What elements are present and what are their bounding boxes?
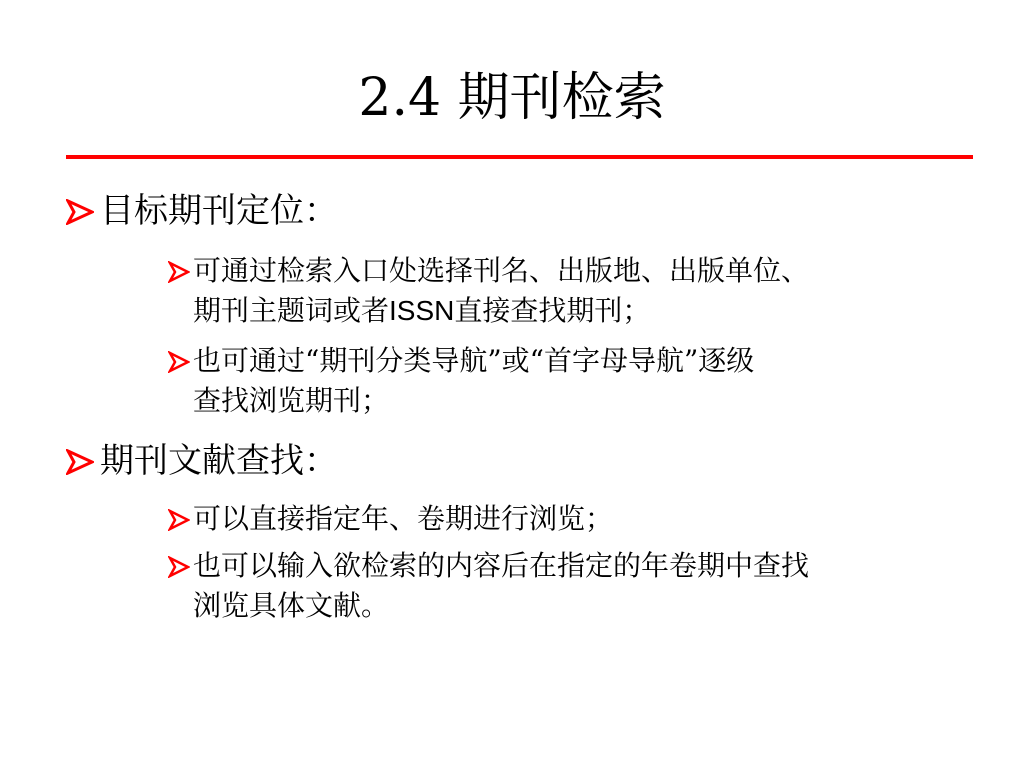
arrow-right-bullet-icon (168, 261, 190, 283)
arrow-right-bullet-icon (66, 199, 94, 225)
section-heading-label: 期刊文献查找： (100, 441, 338, 481)
arrow-right-bullet-icon (168, 509, 190, 531)
list-item-line-1: 也可以输入欲检索的内容后在指定的年卷期中查找 (193, 549, 810, 582)
arrow-right-bullet-icon (168, 556, 190, 578)
list-item (0, 546, 1024, 626)
list-item-line-1: 也可通过“期刊分类导航”或“首字母导航”逐级 (193, 344, 755, 377)
issn-term: ISSN (389, 295, 455, 326)
section-heading-article-search (0, 439, 1024, 483)
list-item (0, 341, 1024, 421)
arrow-right-bullet-icon (168, 351, 190, 373)
section-heading-label: 目标期刊定位： (100, 191, 338, 231)
list-item (0, 251, 1024, 331)
list-item (0, 499, 1024, 539)
arrow-right-bullet-icon (66, 449, 94, 475)
section-heading-target-journal (0, 189, 1024, 233)
line-text-after: 直接查找期刊； (454, 294, 651, 327)
list-item-line-2: 浏览具体文献。 (193, 589, 390, 622)
list-item-line-2 (193, 291, 650, 331)
list-item-line-1: 可通过检索入口处选择刊名、出版地、出版单位、 (193, 254, 810, 287)
list-item-line-1: 可以直接指定年、卷期进行浏览； (193, 502, 614, 535)
list-item-line-2: 查找浏览期刊； (193, 384, 390, 417)
slide-title: 2.4 期刊检索 (358, 68, 666, 128)
line-text-before: 期刊主题词或者 (193, 294, 390, 327)
